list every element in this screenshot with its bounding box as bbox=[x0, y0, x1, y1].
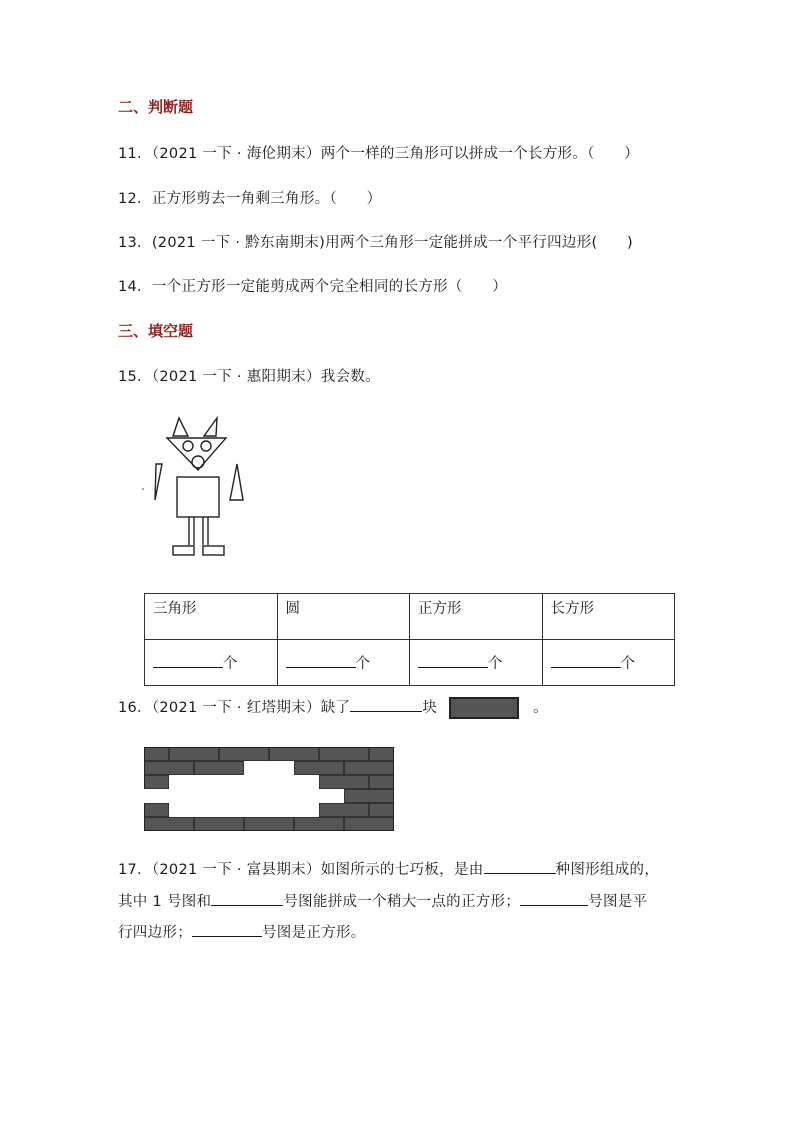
header-triangle: 三角形 bbox=[145, 594, 278, 640]
question-17-line-1 bbox=[118, 858, 659, 879]
question-15: 15．（2021 一下 · 惠阳期末）我会数。 bbox=[118, 369, 380, 385]
unit-label: 个 bbox=[620, 656, 635, 672]
section-title-judgement: 二、判断题 bbox=[118, 98, 194, 116]
answer-square[interactable] bbox=[410, 640, 543, 686]
question-16-prefix: 16．（2021 一下 · 红塔期末）缺了 bbox=[118, 700, 351, 716]
right-arm-triangle bbox=[230, 464, 243, 500]
q17-text-3: 其中 1 号图和 bbox=[118, 894, 212, 910]
left-arm-triangle bbox=[155, 464, 162, 500]
header-rectangle: 长方形 bbox=[542, 594, 675, 640]
body-square bbox=[177, 477, 219, 517]
unit-label: 个 bbox=[488, 656, 503, 672]
question-12: 12．正方形剪去一角剩三角形。（ ） bbox=[118, 191, 382, 207]
right-eye-circle bbox=[201, 441, 211, 451]
answer-blank[interactable] bbox=[484, 859, 556, 874]
answer-rectangle[interactable] bbox=[542, 640, 675, 686]
question-17-line-3 bbox=[118, 921, 366, 942]
unit-label: 个 bbox=[223, 656, 238, 672]
section-title-fill-in: 三、填空题 bbox=[118, 322, 194, 340]
brick-sample-icon bbox=[449, 697, 519, 719]
left-ear-triangle bbox=[173, 418, 188, 436]
left-eye-circle bbox=[183, 441, 193, 451]
q17-text-2: 种图形组成的， bbox=[555, 862, 660, 878]
head-triangle bbox=[167, 438, 226, 470]
answer-circle[interactable] bbox=[277, 640, 410, 686]
right-ear-triangle bbox=[204, 418, 217, 436]
question-16-suffix: 。 bbox=[533, 700, 548, 716]
left-foot-rect bbox=[173, 546, 194, 555]
header-circle: 圆 bbox=[277, 594, 410, 640]
q17-text-7: 号图是正方形。 bbox=[262, 925, 366, 941]
unit-label: 个 bbox=[355, 656, 370, 672]
question-13: 13．(2021 一下 · 黔东南期末)用两个三角形一定能拼成一个平行四边形( ) bbox=[118, 235, 634, 251]
question-17-line-2 bbox=[118, 890, 647, 911]
robot-shapes-figure bbox=[140, 412, 250, 562]
nose-circle bbox=[192, 456, 204, 468]
header-square: 正方形 bbox=[410, 594, 543, 640]
answer-blank[interactable] bbox=[520, 891, 588, 906]
answer-blank[interactable] bbox=[192, 922, 262, 937]
question-11: 11．（2021 一下 · 海伦期末）两个一样的三角形可以拼成一个长方形。（ ） bbox=[118, 146, 640, 162]
answer-blank[interactable] bbox=[350, 697, 422, 712]
q17-text-1: 17．（2021 一下 · 富县期末）如图所示的七巧板，是由 bbox=[118, 862, 484, 878]
question-16-unit: 块 bbox=[422, 700, 438, 716]
answer-blank[interactable] bbox=[211, 891, 283, 906]
question-14: 14．一个正方形一定能剪成两个完全相同的长方形（ ） bbox=[118, 279, 508, 295]
right-foot-rect bbox=[203, 546, 224, 555]
brick-wall-figure bbox=[144, 747, 394, 831]
q17-text-4: 号图能拼成一个稍大一点的正方形； bbox=[283, 894, 521, 910]
answer-triangle[interactable] bbox=[145, 640, 278, 686]
shape-count-table bbox=[144, 593, 675, 686]
q17-text-5: 号图是平 bbox=[588, 894, 648, 910]
q17-text-6: 行四边形； bbox=[118, 925, 192, 941]
question-16 bbox=[118, 696, 548, 719]
